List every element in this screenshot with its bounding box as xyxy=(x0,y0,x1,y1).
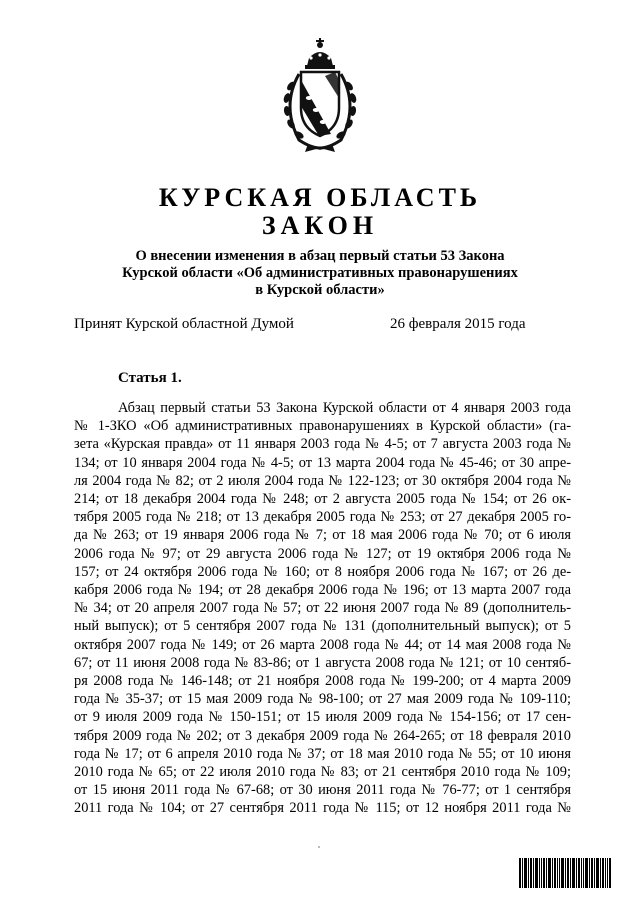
article-line: ный выпуск); от 5 сентября 2007 года № 131 (дополнительный выпуск); от 5 xyxy=(74,618,571,635)
article-line: ля 2004 года № 82; от 2 июля 2004 года № 122-123; от 30 октября 2004 года № xyxy=(74,472,571,489)
article-line: года № 35-37; от 15 мая 2009 года № 98-100; от 27 мая 2009 года № 109-110; xyxy=(74,691,571,708)
coat-of-arms-icon xyxy=(275,36,365,154)
region-title: КУРСКАЯ ОБЛАСТЬ xyxy=(158,183,482,212)
law-subject xyxy=(90,248,550,299)
page-mark xyxy=(318,846,320,848)
article-line: № 34; от 20 апреля 2007 года № 57; от 22 июня 2007 года № 89 (дополнитель- xyxy=(74,600,571,617)
law-subject-line: Курской области «Об административных правонарушениях xyxy=(122,265,518,281)
article-line: 134; от 10 января 2004 года № 4-5; от 13 марта 2004 года № 45-46; от 30 апре- xyxy=(74,454,571,471)
article-line: 214; от 18 декабря 2004 года № 248; от 2 августа 2005 года № 154; от 26 ок- xyxy=(74,491,571,508)
article-line: зета «Курская правда» от 11 января 2003 года № 4-5; от 7 августа 2003 года № xyxy=(74,436,571,453)
article-line: кабря 2006 года № 194; от 28 декабря 2006 года № 196; от 13 марта 2007 года xyxy=(74,582,571,599)
article-line: 2011 года № 104; от 27 сентября 2011 года № 115; от 12 ноября 2011 года № xyxy=(74,800,571,817)
article-body xyxy=(74,399,571,818)
article-heading: Статья 1. xyxy=(118,370,182,386)
law-subject-line: О внесении изменения в абзац первый статьи 53 Закона xyxy=(135,248,505,264)
article-line: 157; от 24 октября 2006 года № 160; от 8 ноября 2006 года № 167; от 26 де- xyxy=(74,563,571,580)
article-line: года № 17; от 6 апреля 2010 года № 37; от 18 мая 2010 года № 55; от 10 июня xyxy=(74,745,571,762)
article-line: 2010 года № 65; от 22 июля 2010 года № 83; от 21 сентября 2010 года № 109; xyxy=(74,764,571,781)
law-subject-line: в Курской области» xyxy=(255,282,385,298)
law-heading: ЗАКОН xyxy=(261,211,379,240)
article-line: 67; от 11 июня 2008 года № 83-86; от 1 августа 2008 года № 121; от 10 сентяб- xyxy=(74,654,571,671)
adopted-by: Принят Курской областной Думой xyxy=(74,316,294,332)
article-line: да № 263; от 19 января 2006 года № 7; от 18 мая 2006 года № 70; от 6 июля xyxy=(74,527,571,544)
article-line: октября 2007 года № 149; от 26 марта 2008 года № 44; от 14 мая 2008 года № xyxy=(74,636,571,653)
article-line: ря 2008 года № 146-148; от 21 ноября 2008 года № 199-200; от 4 марта 2009 xyxy=(74,673,571,690)
article-line: № 1-ЗКО «Об административных правонарушениях в Курской области» (га- xyxy=(74,418,571,435)
article-line: тября 2009 года № 202; от 3 декабря 2009 года № 264-265; от 18 февраля 2010 xyxy=(74,727,571,744)
article-line: Абзац первый статьи 53 Закона Курской области от 4 января 2003 года xyxy=(118,400,571,416)
article-line: от 9 июля 2009 года № 150-151; от 15 июля 2009 года № 154-156; от 17 сен- xyxy=(74,709,571,726)
article-line: тября 2005 года № 218; от 13 декабря 2005 года № 253; от 27 декабря 2005 го- xyxy=(74,509,571,526)
article-line: 2006 года № 97; от 29 августа 2006 года № 127; от 19 октября 2006 года № xyxy=(74,545,571,562)
adoption-date: 26 февраля 2015 года xyxy=(390,316,526,332)
article-line: от 15 июня 2011 года № 67-68; от 30 июня 2011 года № 76-77; от 1 сентября xyxy=(74,782,571,799)
barcode-icon xyxy=(519,858,611,888)
